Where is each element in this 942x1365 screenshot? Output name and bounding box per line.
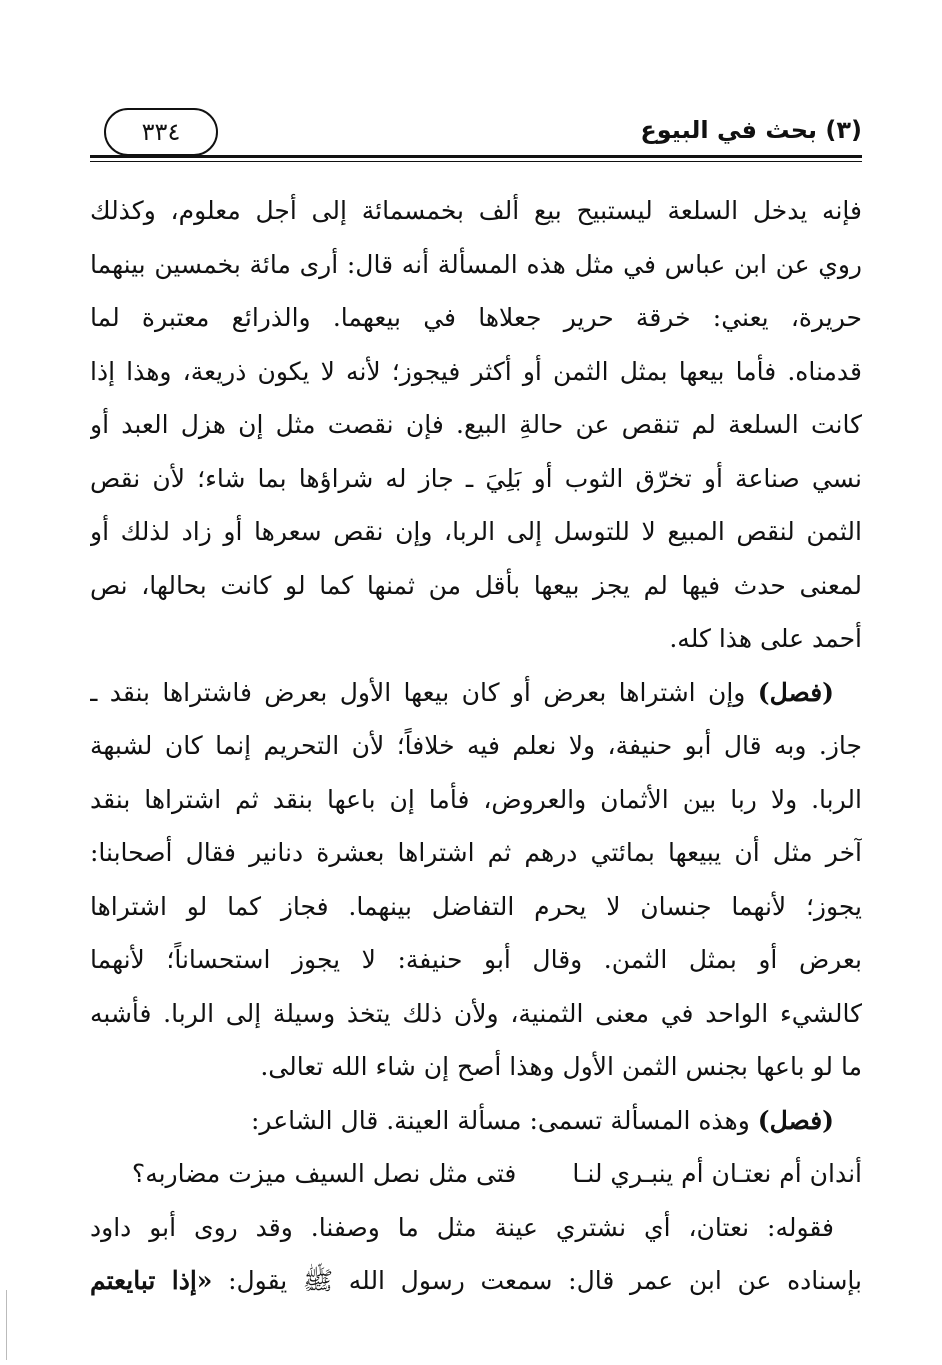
- header-rule-thin: [90, 161, 862, 162]
- paragraph-3: [90, 1094, 862, 1148]
- text-line: روي عن ابن عباس في مثل هذه المسألة أنه قال: أرى مائة بخمسين بينهما: [90, 249, 862, 279]
- text-line: لمعنى حدث فيها لم يجز بيعها بأقل من ثمنها كما لو كانت بحالها، نص: [90, 570, 862, 600]
- text-line: جاز. وبه قال أبو حنيفة، ولا نعلم فيه خلافاً؛ لأن التحريم إنما كان لشبهة: [90, 731, 862, 760]
- paragraph-2: [90, 666, 862, 1094]
- poetry-verse: [90, 1147, 862, 1201]
- text-line: الربا. ولا ربا بين الأثمان والعروض، فأما إن باعها بنقد ثم اشتراها بنقد: [90, 784, 862, 814]
- text-line: [90, 1254, 862, 1308]
- paragraph-4: [90, 1201, 862, 1308]
- text-line: ما لو باعها بجنس الثمن الأول وهذا أصح إن شاء الله تعالى.: [260, 1052, 862, 1081]
- text-run: وهذه المسألة تسمى: مسألة العينة. قال الشاعر:: [250, 1105, 750, 1135]
- header-rule-thick: [90, 155, 862, 158]
- text-line: فإنه يدخل السلعة ليستبيح بيع ألف بخمسمائة إلى أجل معلوم، وكذلك: [90, 196, 862, 225]
- text-run: بإسناده عن ابن عمر قال: سمعت رسول الله ﷺ يقول:: [228, 1266, 862, 1295]
- text-line: [90, 666, 862, 720]
- hadith-quote-start: «إذا تبايعتم: [90, 1266, 213, 1295]
- page-number: ٣٣٤: [141, 118, 181, 146]
- text-line: قدمناه. فأما بيعها بمثل الثمن أو أكثر فيجوز؛ لأنه لا يكون ذريعة، وهذا إذا: [90, 356, 862, 386]
- text-run: وإن اشتراها بعرض أو كان بيعها الأول بعرض فاشتراها بنقد ـ: [90, 677, 746, 707]
- text-line: كالشيء الواحد في معنى الثمنية، ولأن ذلك يتخذ وسيلة إلى الربا. فأشبه: [90, 998, 862, 1028]
- page-body: [90, 184, 862, 1308]
- verse-hemistich-1: أندان أم نعتـان أم ينبـري لنـا: [572, 1159, 862, 1188]
- paragraph-1: [90, 184, 862, 666]
- section-marker: (فصل): [757, 677, 834, 707]
- text-line: حريرة، يعني: خرقة حرير جعلاها في بيعهما. والذرائع معتبرة لما: [90, 303, 862, 332]
- running-head-title: (٣) بحث في البيوع: [640, 116, 862, 144]
- text-line: أحمد على هذا كله.: [669, 624, 862, 653]
- text-line: فقوله: نعتان، أي نشتري عينة مثل ما وصفنا. وقد روى أبو داود: [90, 1212, 834, 1242]
- text-line: بعرض أو بمثل الثمن. وقال أبو حنيفة: لا يجوز استحساناً؛ لأنهما: [90, 945, 862, 974]
- text-line: نسي صناعة أو تخرّق الثوب أو بَلِيَ ـ جاز له شراؤها بما شاء؛ لأن نقص: [90, 463, 862, 493]
- text-line: [90, 1094, 862, 1148]
- text-line: آخر مثل أن يبيعها بمائتي درهم ثم اشتراها بعشرة دنانير فقال أصحابنا:: [90, 838, 862, 867]
- text-line: الثمن لنقص المبيع لا للتوسل إلى الربا، وإن نقص سعرها أو زاد لذلك أو: [90, 517, 862, 546]
- section-marker: (فصل): [757, 1105, 834, 1135]
- page-header: [90, 108, 862, 168]
- text-line: كانت السلعة لم تنقص عن حالةِ البيع. فإن نقصت مثل إن هزل العبد أو: [90, 410, 862, 439]
- scan-edge-mark: [6, 1290, 7, 1360]
- text-line: يجوز؛ لأنهما جنسان لا يحرم التفاضل بينهما. فجاز كما لو اشتراها: [90, 891, 862, 921]
- page-number-frame: [104, 108, 218, 156]
- verse-hemistich-2: فتى مثل نصل السيف ميزت مضاربه؟: [131, 1159, 517, 1188]
